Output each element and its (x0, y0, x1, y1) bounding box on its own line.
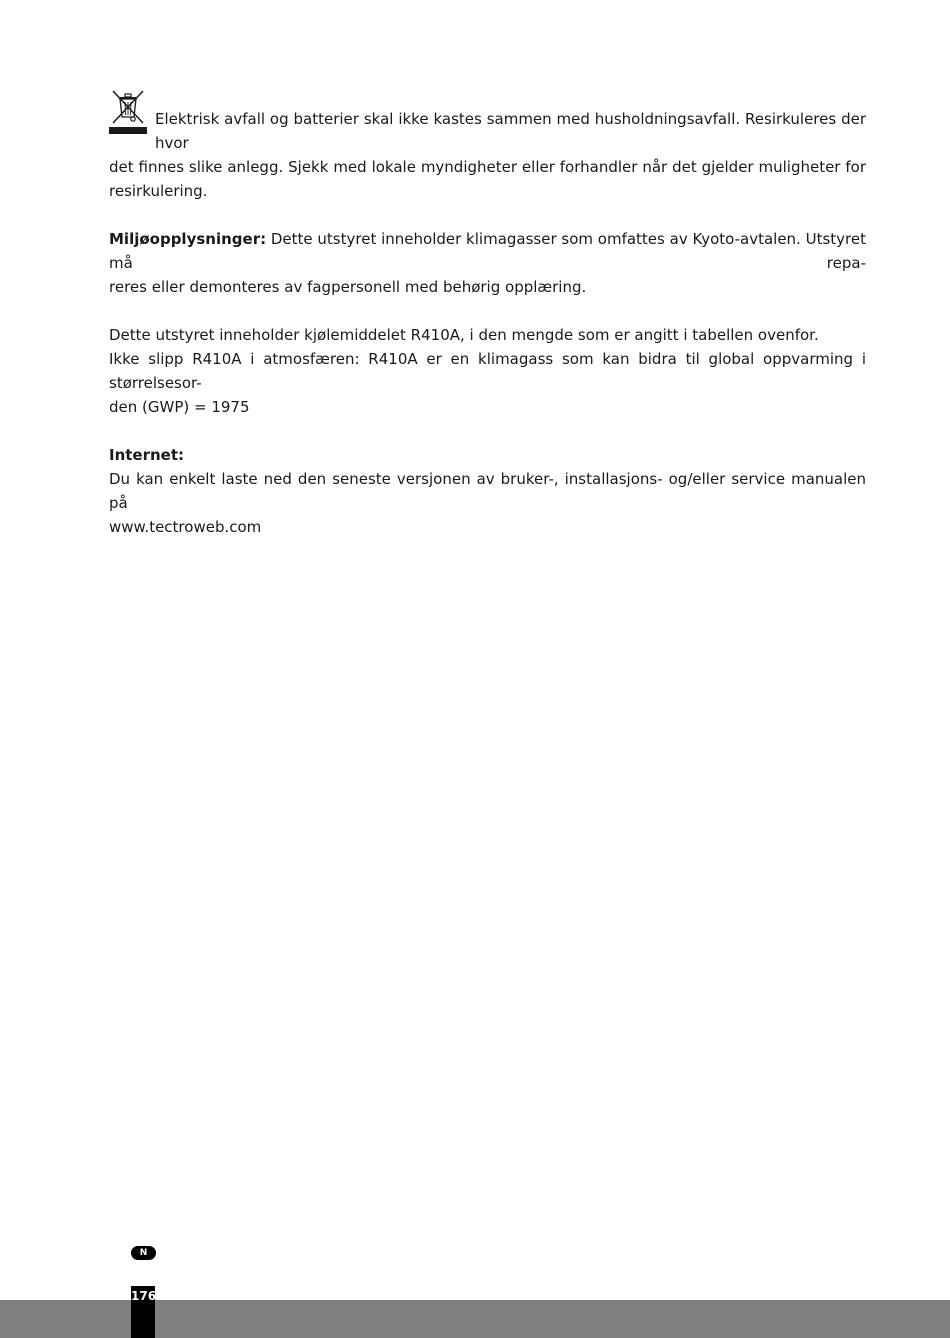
environment-notice (109, 227, 866, 299)
internet-notice (109, 443, 866, 539)
weee-text-line-3: resirkulering. (109, 182, 208, 200)
refrigerant-line-3: den (GWP) = 1975 (109, 398, 250, 416)
internet-line-1: Du kan enkelt laste ned den seneste versjonen av bruker-, installasjons- og/eller service manualen på (109, 470, 866, 512)
weee-notice (109, 107, 866, 203)
refrigerant-notice (109, 323, 866, 419)
environment-label: Miljøopplysninger: (109, 230, 267, 248)
crossed-out-wheelie-bin-icon (109, 89, 151, 135)
page-content (109, 107, 866, 539)
weee-text-line-2: det finnes slike anlegg. Sjekk med lokale myndigheter eller forhandler når det gjelder muligheter for (109, 158, 866, 176)
environment-line-1 (109, 227, 866, 275)
internet-heading: Internet: (109, 446, 185, 464)
internet-link[interactable]: www.tectroweb.com (109, 518, 262, 536)
language-badge: N (131, 1246, 156, 1260)
refrigerant-line-2: Ikke slipp R410A i atmosfæren: R410A er en klimagass som kan bidra til global oppvarming i størrelsesor- (109, 350, 866, 392)
environment-text: Dette utstyret inneholder klimagasser som omfattes av Kyoto-avtalen. Utstyret må repa- (109, 230, 866, 272)
environment-line-2: reres eller demonteres av fagpersonell med behørig opplæring. (109, 278, 587, 296)
weee-text-line-1: Elektrisk avfall og batterier skal ikke kastes sammen med husholdningsavfall. Resirkuleres der hvor (155, 110, 866, 152)
refrigerant-line-1: Dette utstyret inneholder kjølemiddelet R410A, i den mengde som er angitt i tabellen ovenfor. (109, 326, 819, 344)
page-number: 176 (131, 1289, 157, 1303)
